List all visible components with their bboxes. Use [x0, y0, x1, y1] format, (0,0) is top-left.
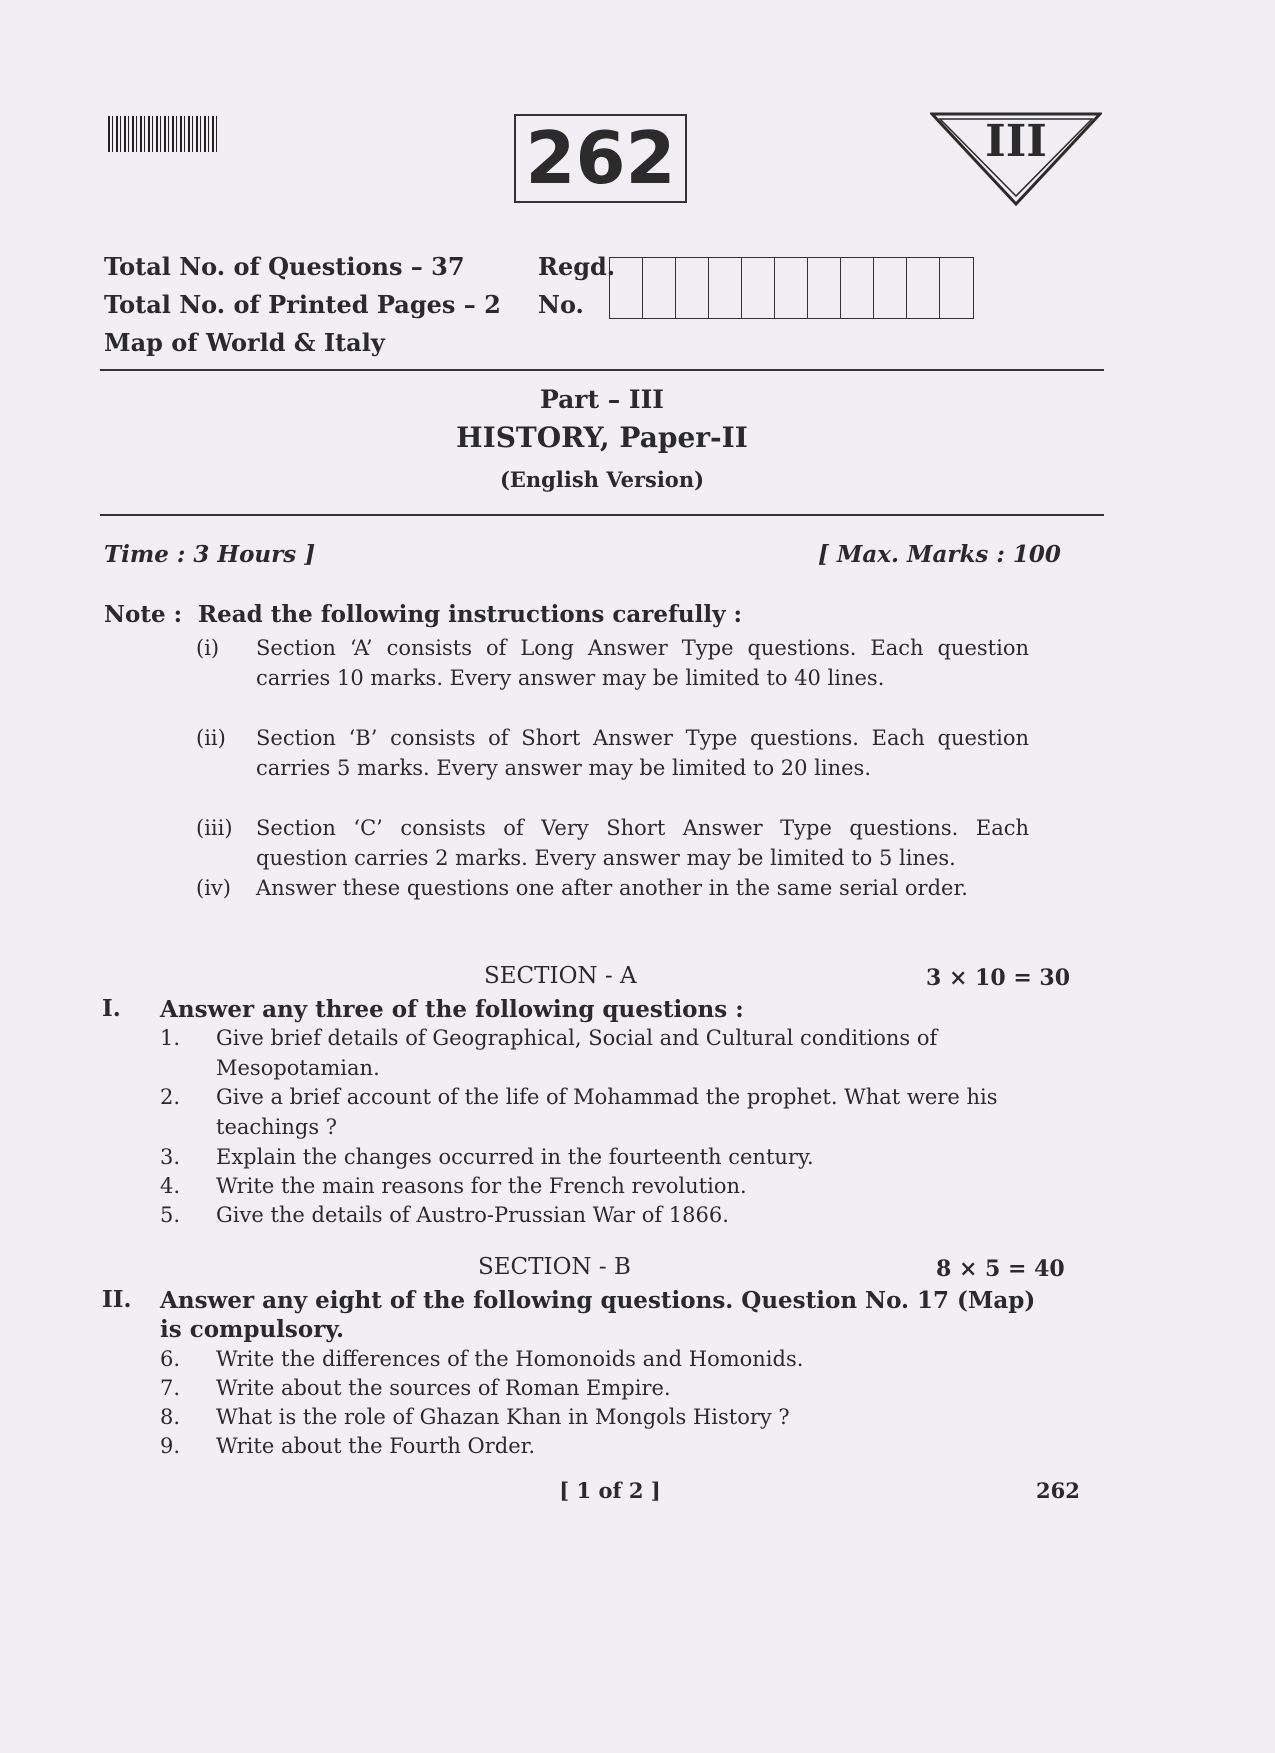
question-item: 8. What is the role of Ghazan Khan in Mongols History ?: [160, 1405, 790, 1429]
title-rule: [100, 514, 1104, 516]
section-b-roman: II.: [102, 1286, 132, 1313]
map-note: Map of World & Italy: [104, 328, 385, 357]
total-questions: Total No. of Questions – 37: [104, 252, 465, 281]
question-item: 9. Write about the Fourth Order.: [160, 1434, 536, 1458]
section-a-marks: 3 × 10 = 30: [926, 965, 1071, 991]
question-item: 7. Write about the sources of Roman Empire.: [160, 1376, 671, 1400]
page-indicator: [ 1 of 2 ]: [559, 1478, 661, 1503]
section-b-marks: 8 × 5 = 40: [936, 1256, 1065, 1282]
max-marks-label: [ Max. Marks : 100: [818, 541, 1061, 568]
note-heading: Read the following instructions carefully :: [198, 601, 742, 628]
question-item: 3. Explain the changes occurred in the fourteenth century.: [160, 1145, 814, 1169]
section-a-title: SECTION - A: [484, 963, 637, 989]
instruction-item: (ii) Section ‘B’ consists of Short Answer Type questions. Each question carries 5 marks. Every answer may be limited to 20 lines.: [196, 726, 1029, 780]
version-label: (English Version): [499, 467, 705, 492]
question-item: 4. Write the main reasons for the French revolution.: [160, 1174, 747, 1198]
regd-label: Regd.: [538, 252, 616, 281]
top-rule: [100, 369, 1104, 371]
instruction-item: (i) Section ‘A’ consists of Long Answer Type questions. Each question carries 10 marks. Every answer may be limited to 40 lines.: [196, 636, 1029, 690]
time-label: Time : 3 Hours ]: [104, 541, 316, 568]
regd-no-label: No.: [538, 290, 584, 319]
registration-number-boxes[interactable]: [609, 257, 974, 319]
section-b-title: SECTION - B: [478, 1254, 631, 1280]
question-item: 5. Give the details of Austro-Prussian War of 1866.: [160, 1203, 729, 1227]
total-pages: Total No. of Printed Pages – 2: [104, 290, 501, 319]
section-b-instruction: Answer any eight of the following questions. Question No. 17 (Map) is compulsory.: [160, 1287, 1036, 1343]
note-label: Note :: [104, 601, 183, 628]
section-a-instruction: Answer any three of the following questions :: [160, 996, 744, 1023]
instruction-item: (iii) Section ‘C’ consists of Very Short Answer Type questions. Each question carries 2 marks. Every answer may be limited to 5 lines.: [196, 816, 1029, 870]
paper-code-box: 262: [514, 114, 687, 203]
question-item: 6. Write the differences of the Homonoids and Homonids.: [160, 1347, 804, 1371]
footer-paper-code: 262: [1036, 1478, 1080, 1503]
instruction-item: (iv) Answer these questions one after another in the same serial order.: [196, 876, 968, 900]
question-item: 2. Give a brief account of the life of Mohammad the prophet. What were his teachings ?: [160, 1085, 998, 1139]
part-title: Part – III: [539, 385, 665, 414]
section-a-roman: I.: [102, 995, 121, 1022]
subject-title: HISTORY, Paper-II: [456, 421, 748, 454]
barcode: [108, 116, 220, 152]
part-badge-label: III: [985, 116, 1047, 167]
question-item: 1. Give brief details of Geographical, Social and Cultural conditions of Mesopotamian.: [160, 1026, 938, 1080]
